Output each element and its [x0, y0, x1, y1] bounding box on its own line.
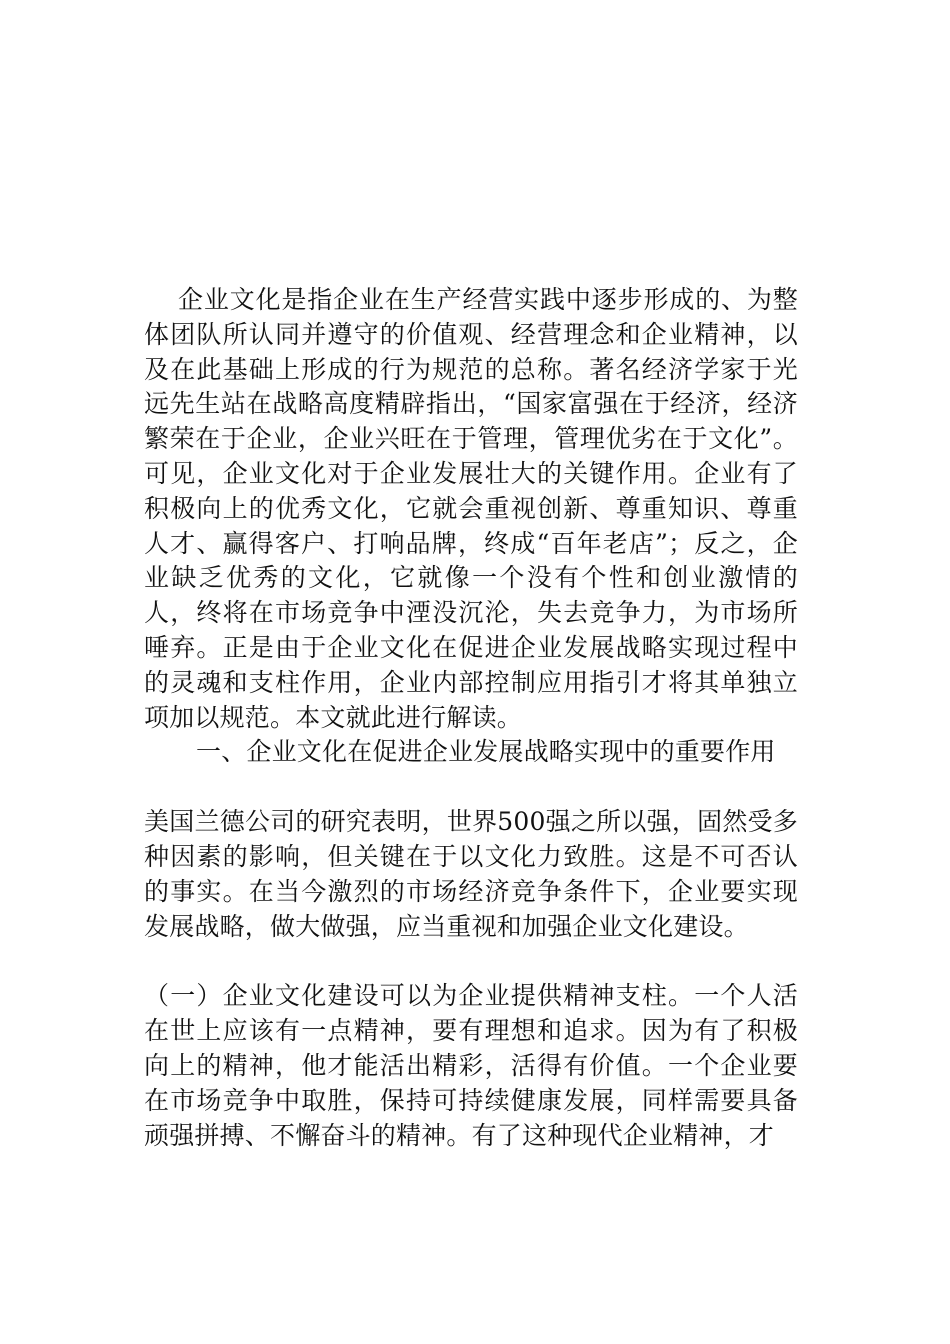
body-paragraph: 美国兰德公司的研究表明，世界500强之所以强，固然受多种因素的影响，但关键在于以文化力致胜。这是不可否认的事实。在当今激烈的市场经济竞争条件下，企业要实现发展战略，做大做强，应当重视和加强企业文化建设。 [144, 807, 798, 941]
body-paragraph: （一）企业文化建设可以为企业提供精神支柱。一个人活在世上应该有一点精神，要有理想和追求。因为有了积极向上的精神，他才能活出精彩，活得有价值。一个企业要在市场竞争中取胜，保持可持续健康发展，同样需要具备顽强拼搏、不懈奋斗的精神。有了这种现代企业精神，才 [144, 981, 798, 1150]
document-body [144, 283, 798, 1153]
intro-paragraph: 企业文化是指企业在生产经营实践中逐步形成的、为整体团队所认同并遵守的价值观、经营理念和企业精神，以及在此基础上形成的行为规范的总称。著名经济学家于光远先生站在战略高度精辟指出，“国家富强在于经济，经济繁荣在于企业，企业兴旺在于管理，管理优劣在于文化”。可见，企业文化对于企业发展壮大的关键作用。企业有了积极向上的优秀文化，它就会重视创新、尊重知识、尊重人才、赢得客户、打响品牌，终成“百年老店”；反之，企业缺乏优秀的文化，它就像一个没有个性和创业激情的人，终将在市场竞争中湮没沉沦，失去竞争力，为市场所唾弃。正是由于企业文化在促进企业发展战略实现过程中的灵魂和支柱作用，企业内部控制应用指引才将其单独立项加以规范。本文就此进行解读。 [144, 285, 798, 732]
section-heading: 一、企业文化在促进企业发展战略实现中的重要作用 [196, 737, 776, 767]
